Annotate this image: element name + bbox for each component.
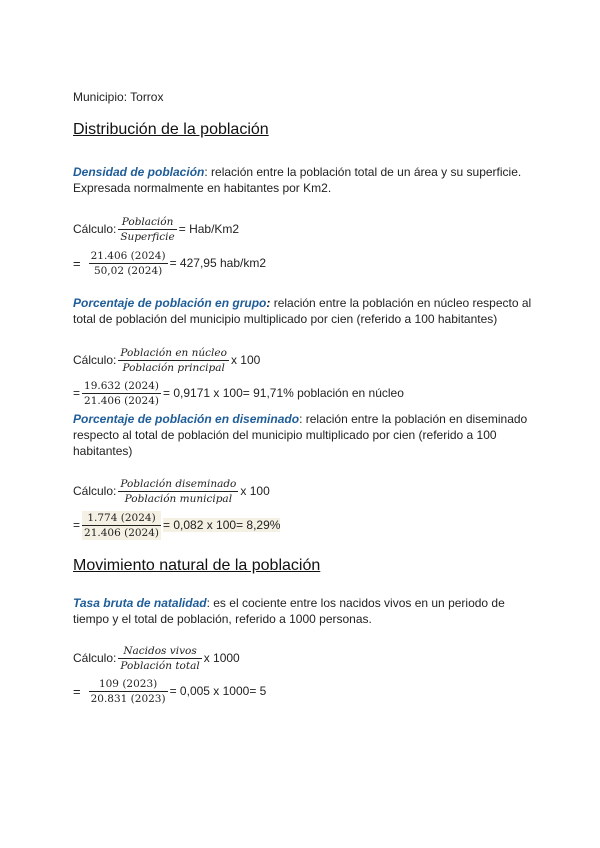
term-natalidad: Tasa bruta de natalidad bbox=[73, 596, 207, 610]
formula-result: = 0,9171 x 100= 91,71% población en núcleo bbox=[163, 386, 404, 400]
calc-label: Cálculo: bbox=[73, 651, 117, 665]
equals-sign: = bbox=[73, 683, 81, 699]
fraction-numerator: Población en núcleo bbox=[120, 346, 227, 359]
section-heading-movimiento: Movimiento natural de la población bbox=[73, 557, 321, 574]
fraction-numerator: Nacidos vivos bbox=[123, 644, 197, 657]
fraction-numerator: Población diseminado bbox=[120, 477, 237, 490]
fraction-numerator: 21.406 (2024) bbox=[90, 249, 166, 262]
formula-result: = 0,005 x 1000= 5 bbox=[169, 684, 267, 698]
equals-sign: = bbox=[73, 255, 81, 271]
fraction bbox=[118, 477, 238, 506]
formula-grupo-2 bbox=[73, 374, 404, 412]
formula-result: = 427,95 hab/km2 bbox=[169, 256, 266, 270]
definition-diseminado: : relación entre la población en diseminado respecto al total de población del municipio multiplicado por cien (referido a 100 habitantes) bbox=[73, 412, 528, 458]
term-grupo: Porcentaje de población en grupo bbox=[73, 296, 267, 310]
formula-densidad-1 bbox=[73, 210, 239, 248]
fraction-denominator: Población municipal bbox=[124, 492, 233, 505]
fraction-denominator: 20.831 (2023) bbox=[90, 692, 166, 705]
formula-result: = 0,082 x 100= 8,29% bbox=[163, 518, 281, 532]
equals-sign: = bbox=[73, 518, 81, 532]
definition-grupo: relación entre la población en núcleo respecto al total de población del municipio multiplicado por cien (referido a 100 habitantes) bbox=[73, 296, 532, 326]
paragraph-densidad bbox=[73, 164, 533, 196]
fraction-denominator: Población principal bbox=[122, 361, 225, 374]
equals-sign: = bbox=[73, 386, 81, 400]
formula-natalidad-2 bbox=[73, 672, 266, 710]
paragraph-grupo bbox=[73, 295, 533, 327]
fraction bbox=[118, 346, 229, 375]
calc-label: Cálculo: bbox=[73, 353, 117, 367]
paragraph-natalidad bbox=[73, 595, 533, 627]
formula-diseminado-2 bbox=[73, 506, 280, 544]
formula-densidad-2 bbox=[73, 244, 266, 282]
fraction-denominator: Superficie bbox=[120, 230, 175, 243]
calc-label: Cálculo: bbox=[73, 222, 117, 236]
fraction-numerator: 109 (2023) bbox=[98, 677, 158, 690]
fraction-numerator: 19.632 (2024) bbox=[84, 379, 160, 392]
fraction-denominator: 21.406 (2024) bbox=[84, 526, 160, 539]
fraction-numerator: Población bbox=[121, 215, 174, 228]
formula-result: x 100 bbox=[240, 484, 270, 498]
section-heading-distribucion: Distribución de la población bbox=[73, 121, 269, 138]
definition-natalidad: : es el cociente entre los nacidos vivos en un periodo de tiempo y el total de población, referido a 1000 personas. bbox=[73, 596, 505, 626]
term-densidad: Densidad de población bbox=[73, 165, 205, 179]
fraction-denominator: Población total bbox=[120, 659, 200, 672]
formula-result: x 100 bbox=[230, 353, 261, 367]
fraction bbox=[82, 379, 161, 408]
municipality-label: Municipio: Torrox bbox=[73, 90, 164, 104]
paragraph-diseminado bbox=[73, 411, 533, 459]
calc-label: Cálculo: bbox=[73, 484, 117, 498]
fraction bbox=[118, 215, 176, 244]
formula-result: = Hab/Km2 bbox=[178, 222, 240, 236]
fraction bbox=[118, 644, 201, 673]
term-colon: : bbox=[266, 296, 271, 310]
formula-result: x 1000 bbox=[203, 651, 240, 665]
fraction bbox=[89, 677, 168, 706]
formula-diseminado-1 bbox=[73, 472, 270, 510]
term-diseminado: Porcentaje de población en diseminado bbox=[73, 412, 300, 426]
definition-densidad: : relación entre la población total de un área y su superficie. Expresada normalmente en habitantes por Km2. bbox=[73, 165, 522, 195]
fraction-numerator: 1.774 (2024) bbox=[87, 511, 156, 524]
fraction-denominator: 50,02 (2024) bbox=[93, 264, 163, 277]
fraction-denominator: 21.406 (2024) bbox=[84, 394, 160, 407]
fraction bbox=[89, 249, 168, 278]
fraction bbox=[82, 511, 161, 540]
